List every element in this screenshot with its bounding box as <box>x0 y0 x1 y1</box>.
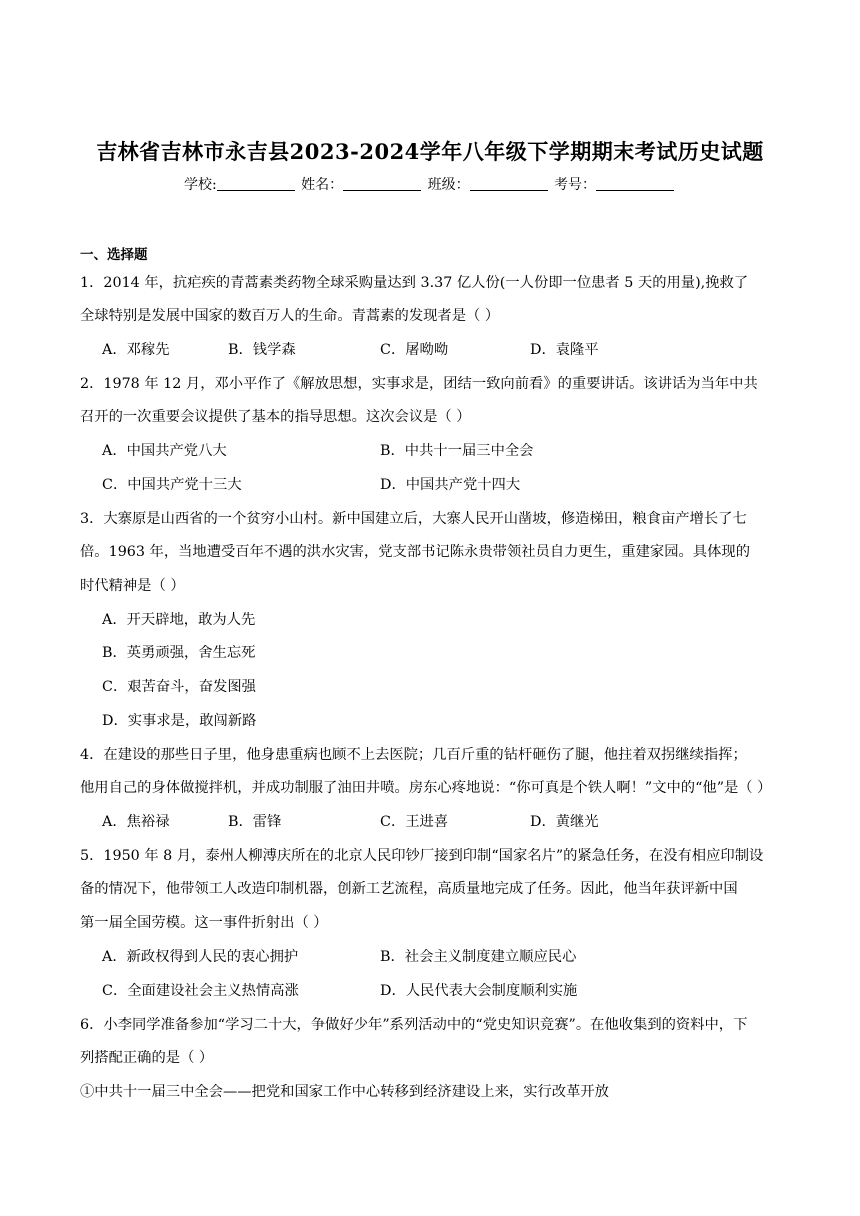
question-2-option-b: B．中共十一届三中全会 <box>380 443 534 459</box>
question-6-line-1: 6．小李同学准备参加“学习二十大，争做好少年”系列活动中的“党史知识竞赛”。在他收集到的资料中，下 <box>80 1017 748 1033</box>
question-6-line-3: ①中共十一届三中全会——把党和国家工作中心转移到经济建设上来，实行改革开放 <box>80 1084 609 1100</box>
page-title: 吉林省吉林市永吉县2023-2024学年八年级下学期期末考试历史试题 <box>96 139 764 164</box>
question-3-line-1: 3．大寨原是山西省的一个贫穷小山村。新中国建立后，大寨人民开山凿坡，修造梯田，粮食亩产增长了七 <box>80 511 747 527</box>
question-5-option-c: C．全面建设社会主义热情高涨 <box>102 983 299 999</box>
question-4-line-2: 他用自己的身体做搅拌机，并成功制服了油田井喷。房东心疼地说：“你可真是个铁人啊！”文中的“他”是（ ） <box>80 780 772 796</box>
question-1-line-1: 1．2014 年，抗疟疾的青蒿素类药物全球采购量达到 3.37 亿人份(一人份即一位患者 5 天的用量),挽救了 <box>80 275 749 291</box>
question-5-option-b: B．社会主义制度建立顺应民心 <box>380 949 577 965</box>
question-2-option-a: A．中国共产党八大 <box>102 443 227 459</box>
section-heading: 一、选择题 <box>80 247 148 263</box>
question-4-option-a: A．焦裕禄 <box>102 814 170 830</box>
question-3-option-c: C．艰苦奋斗，奋发图强 <box>102 679 256 695</box>
question-5-line-1: 5．1950 年 8 月，泰州人柳溥庆所在的北京人民印钞厂接到印制“国家名片”的紧急任务，在没有相应印制设 <box>80 848 764 864</box>
question-5-option-d: D．人民代表大会制度顺利实施 <box>380 983 578 999</box>
question-1-line-2: 全球特别是发展中国家的数百万人的生命。青蒿素的发现者是（ ） <box>80 308 500 324</box>
question-1-option-d: D．袁隆平 <box>530 342 599 358</box>
school-blank <box>217 178 295 191</box>
class-label: 班级： <box>427 177 470 193</box>
question-5-line-2: 备的情况下，他带领工人改造印制机器，创新工艺流程，高质量地完成了任务。因此，他当年获评新中国 <box>80 881 738 897</box>
school-label: 学校: <box>183 177 217 193</box>
question-4-option-c: C．王进喜 <box>380 814 449 830</box>
question-5-option-a: A．新政权得到人民的衷心拥护 <box>102 949 299 965</box>
question-4-line-1: 4．在建设的那些日子里，他身患重病也顾不上去医院；几百斤重的钻杆砸伤了腿，他拄着双拐继续指挥； <box>80 747 747 763</box>
question-3-option-d: D．实事求是，敢闯新路 <box>102 713 257 729</box>
number-blank <box>596 178 674 191</box>
question-1-option-c: C．屠呦呦 <box>380 342 449 358</box>
number-label: 考号： <box>554 177 597 193</box>
question-3-line-3: 时代精神是（ ） <box>80 578 185 594</box>
name-label: 姓名： <box>301 177 344 193</box>
name-blank <box>343 178 421 191</box>
question-6-line-2: 列搭配正确的是（ ） <box>80 1050 214 1066</box>
question-2-line-1: 2．1978 年 12 月，邓小平作了《解放思想，实事求是，团结一致向前看》的重要讲话。该讲话为当年中共 <box>80 376 758 392</box>
question-4-option-d: D．黄继光 <box>530 814 599 830</box>
question-2-line-2: 召开的一次重要会议提供了基本的指导思想。这次会议是（ ） <box>80 409 471 425</box>
question-3-option-a: A．开天辟地，敢为人先 <box>102 612 256 628</box>
question-1-option-a: A．邓稼先 <box>102 342 170 358</box>
question-3-line-2: 倍。1963 年，当地遭受百年不遇的洪水灾害，党支部书记陈永贵带领社员自力更生，重建家园。具体现的 <box>80 544 750 560</box>
question-5-line-3: 第一届全国劳模。这一事件折射出（ ） <box>80 915 328 931</box>
question-1-option-b: B．钱学森 <box>228 342 296 358</box>
student-info-row <box>0 174 860 194</box>
question-2-option-c: C．中国共产党十三大 <box>102 477 242 493</box>
class-blank <box>470 178 548 191</box>
question-4-option-b: B．雷锋 <box>228 814 282 830</box>
question-2-option-d: D．中国共产党十四大 <box>380 477 521 493</box>
question-3-option-b: B．英勇顽强，舍生忘死 <box>102 645 256 661</box>
